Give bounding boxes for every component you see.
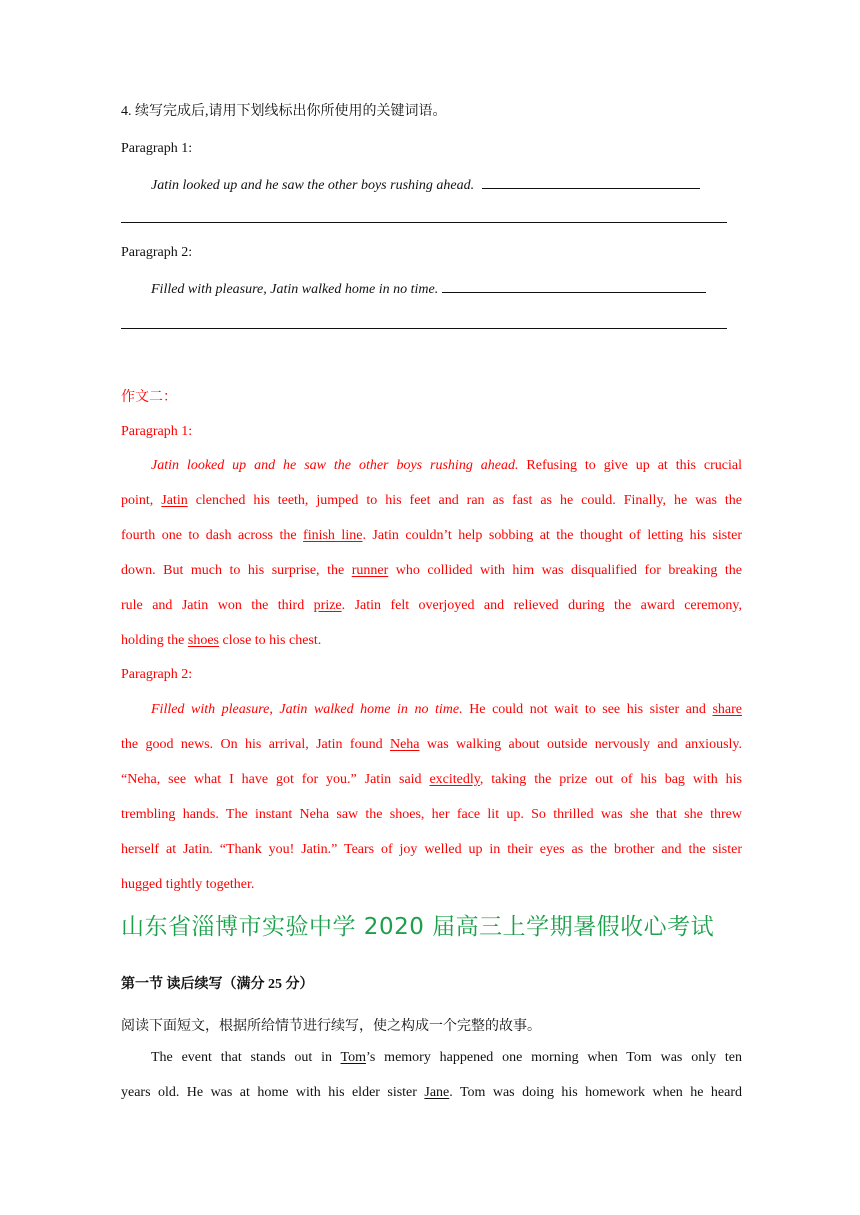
sample-line: rule and Jatin won the third prize. Jatin felt overjoyed and relieved during the award ceremony,	[121, 598, 743, 613]
sample-line: Filled with pleasure, Jatin walked home in no time. He could not wait to see his sister and share	[151, 702, 742, 717]
keyword-underline: share	[712, 702, 742, 717]
sample-paragraph-1-label: Paragraph 1:	[121, 424, 193, 439]
paragraph-1-prompt	[151, 176, 700, 194]
exam-title: 山东省淄博市实验中学 2020 届高三上学期暑假收心考试	[121, 914, 715, 940]
paragraph-1-opening: Jatin looked up and he saw the other boys rushing ahead.	[151, 178, 475, 193]
keyword-underline: Jane	[424, 1085, 450, 1100]
sample-line: “Neha, see what I have got for you.” Jatin said excitedly, taking the prize out of his bag with his	[121, 772, 742, 787]
paragraph-2-prompt	[151, 280, 706, 298]
story-line: years old. He was at home with his elder sister Jane. Tom was doing his homework when he heard	[121, 1085, 742, 1100]
sample-line: trembling hands. The instant Neha saw the shoes, her face lit up. So thrilled was she that she threw	[121, 807, 742, 822]
essay-2-label: 作文二：	[121, 390, 177, 405]
keyword-underline: shoes	[187, 633, 220, 648]
keyword-underline: Tom	[340, 1050, 367, 1065]
sample-line: herself at Jatin. “Thank you! Jatin.” Tears of joy welled up in their eyes as the brother and the sister	[121, 842, 742, 857]
paragraph-2-label: Paragraph 2:	[121, 245, 193, 260]
paragraph-2-opening: Filled with pleasure, Jatin walked home in no time.	[151, 282, 439, 297]
paragraph-1-label: Paragraph 1:	[121, 141, 193, 156]
sample-line: the good news. On his arrival, Jatin found Neha was walking about outside nervously and anxiously.	[121, 737, 742, 752]
keyword-underline: Jatin	[161, 493, 188, 508]
keyword-underline: excitedly	[429, 772, 480, 787]
keyword-underline: runner	[351, 563, 389, 578]
keyword-underline: Neha	[389, 737, 420, 752]
sample-line: point, Jatin clenched his teeth, jumped to his feet and ran as fast as he could. Finally, he was the	[121, 493, 743, 508]
sample-line: fourth one to dash across the finish line. Jatin couldn’t help sobbing at the thought of letting his sister	[121, 528, 742, 543]
answer-line[interactable]	[121, 222, 727, 223]
sample-line: holding the shoes close to his chest.	[121, 633, 322, 648]
sample-paragraph-2-label: Paragraph 2:	[121, 667, 193, 682]
keyword-underline: finish line	[303, 528, 363, 543]
directions-text: 阅读下面短文，根据所给情节进行续写，使之构成一个完整的故事。	[121, 1019, 541, 1034]
sample-line: hugged tightly together.	[121, 877, 255, 892]
answer-blank[interactable]	[442, 280, 706, 293]
answer-line[interactable]	[121, 328, 727, 329]
sample-line: down. But much to his surprise, the runner who collided with him was disqualified for breaking the	[121, 563, 742, 578]
sample-line: Jatin looked up and he saw the other boys rushing ahead. Refusing to give up at this crucial	[151, 458, 742, 473]
story-line: The event that stands out in Tom’s memory happened one morning when Tom was only ten	[151, 1050, 743, 1065]
section-heading: 第一节 读后续写（满分 25 分）	[121, 977, 314, 992]
instruction-text: 4. 续写完成后,请用下划线标出你所使用的关键词语。	[121, 104, 447, 119]
answer-blank[interactable]	[482, 176, 700, 189]
keyword-underline: prize	[313, 598, 342, 613]
